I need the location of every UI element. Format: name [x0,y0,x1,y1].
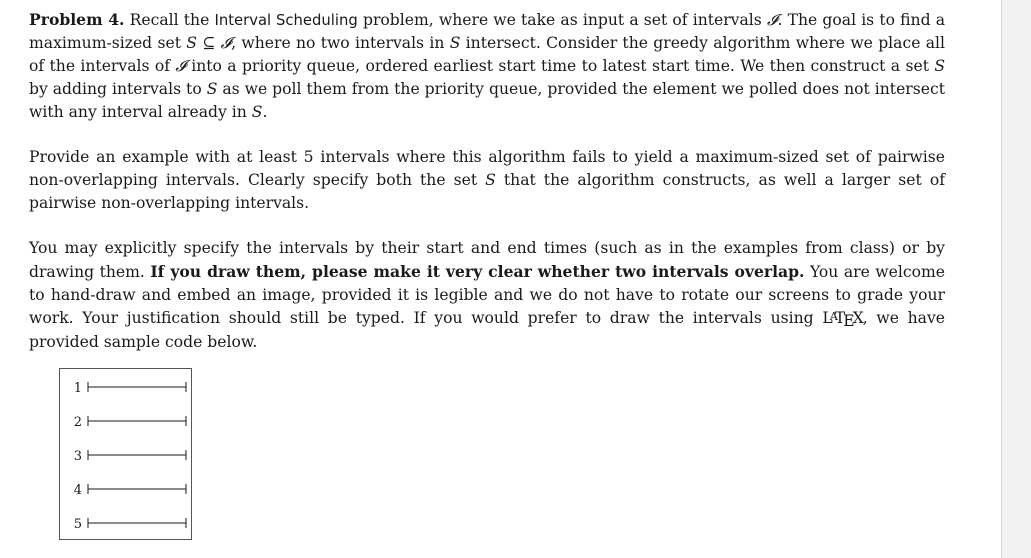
interval-label: 2 [73,415,82,430]
problem-statement [29,8,945,124]
scrollbar[interactable] [1001,0,1031,558]
text: You are welcome to hand-draw and embed an image, provided it is legible and we do not have to rotate our screens to grade your work. Your justification should still be typed. If you would prefer to draw the intervals using [29,263,946,327]
text: by adding intervals to [29,80,207,98]
text: that the algorithm constructs, as well a larger set of pairwise non-overlapping intervals. [29,171,945,212]
interval-4 [74,483,186,498]
latex-x: X [852,309,863,327]
text: . The goal is to find a maximum-sized set [29,11,945,52]
latex-l: L [822,309,832,327]
text: You may explicitly specify the intervals by their start and end times (such as in the examples from class) or by drawing them. [29,239,945,281]
text: into a priority queue, ordered earliest start time to latest start time. We then construct a set [185,57,935,75]
interval-5 [74,517,186,532]
latex-a: A [829,309,837,323]
math-S: S [485,171,496,189]
math-S: S [251,103,263,121]
math-S: S [206,80,218,98]
interval-2 [74,415,186,430]
text: Recall the [129,11,215,29]
text: problem, where we take as input a set of intervals [357,11,767,29]
interval-label: 1 [73,381,82,396]
text: , where no two intervals in [231,34,450,52]
problem-label: Problem 4. [29,10,125,29]
interval-1 [74,381,186,396]
math-I: 𝓘 [175,57,186,75]
problem-text [29,8,945,354]
math-subset: S ⊆ 𝓘 [186,34,232,52]
text: as we poll them from the priority queue, provided the element we polled does not intersect with any interval already in [29,80,945,121]
interval-diagram-svg [60,369,193,541]
math-S: S [934,57,945,75]
text: , we have provided sample code below. [29,309,945,351]
latex-t: T [834,309,845,327]
interval-3 [74,449,186,464]
instructions-paragraph [29,237,945,354]
latex-e: E [843,312,854,331]
interval-label: 3 [73,449,82,464]
interval-label: 5 [73,517,82,532]
interval-diagram [59,368,192,540]
text: intersect. Consider the greedy algorithm where we place all of the intervals of [29,34,945,75]
text: Provide an example with at least 5 intervals where this algorithm fails to yield a maximum-sized set of pairwise non-overlapping intervals. Clearly specify both the set [29,148,945,189]
latex-logo [822,309,863,331]
math-I: 𝓘 [766,11,778,29]
task-paragraph [29,146,945,215]
bold-warning: If you draw them, please make it very clear whether two intervals overlap. [150,262,805,281]
interval-label: 4 [73,483,82,498]
problem-name: Interval Scheduling [214,12,358,29]
math-S: S [449,34,461,52]
text: . [262,103,268,121]
